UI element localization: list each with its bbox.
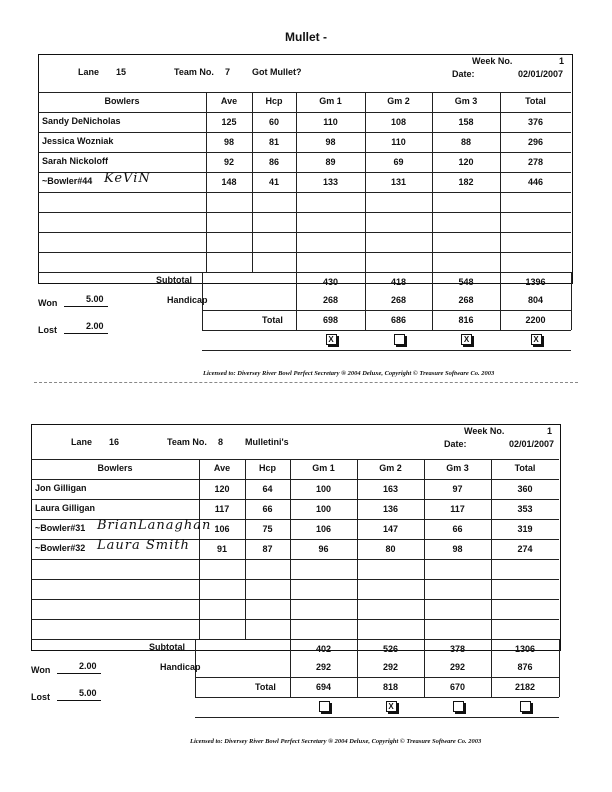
row-line [38, 152, 571, 153]
column-header-gm2: Gm 2 [379, 463, 402, 473]
bowler-name: Jessica Wozniak [42, 136, 114, 146]
score-hcp: 87 [262, 544, 273, 554]
lane-label: Lane [71, 437, 93, 447]
score-total: 319 [517, 524, 533, 534]
column-header-gm1: Gm 1 [319, 96, 342, 106]
team-label: Team No. [174, 67, 214, 77]
handwritten-name: KeViN [104, 171, 151, 186]
score-gm3: 182 [458, 177, 474, 187]
team-name: Got Mullet? [252, 67, 302, 77]
score-total: 360 [517, 484, 533, 494]
column-header-gm3: Gm 3 [454, 96, 478, 106]
column-header-bowlers: Bowlers [104, 96, 140, 106]
total-gm3: 816 [458, 315, 474, 325]
score-total: 278 [527, 157, 544, 167]
score-gm2: 108 [390, 117, 407, 127]
lane-number: 16 [109, 437, 120, 447]
week-number: 1 [559, 56, 565, 66]
score-hcp: 75 [262, 524, 273, 534]
column-header-bowlers: Bowlers [97, 463, 133, 473]
score-gm3: 88 [460, 137, 471, 147]
score-gm1: 100 [315, 484, 332, 494]
week-number: 1 [547, 426, 553, 436]
total-gm2: 818 [382, 682, 399, 692]
handicap-gm3: 268 [458, 295, 474, 305]
lane-label: Lane [78, 67, 100, 77]
column-header-gm3: Gm 3 [446, 463, 469, 473]
handicap-gm2: 292 [382, 662, 399, 672]
game-win-checkbox[interactable]: X [531, 334, 542, 345]
team-label: Team No. [167, 437, 207, 447]
team-number: 8 [218, 437, 224, 447]
score-ave: 106 [214, 524, 230, 534]
date-value: 02/01/2007 [509, 439, 555, 449]
score-gm2: 80 [385, 544, 396, 554]
bowler-name: Sandy DeNicholas [42, 116, 121, 126]
row-line [38, 192, 571, 193]
score-gm2: 147 [382, 524, 399, 534]
team-name: Mulletini's [245, 437, 289, 447]
bowler-name: Sarah Nickoloff [42, 156, 109, 166]
score-gm3: 117 [450, 504, 465, 514]
summary-line [195, 697, 559, 698]
subtotal-gm1: 402 [315, 644, 332, 654]
score-gm3: 66 [452, 524, 463, 534]
page-title: Mullet - [285, 30, 327, 44]
score-ave: 117 [214, 504, 230, 514]
lane-number: 15 [116, 67, 127, 77]
subtotal-gm2: 418 [390, 277, 407, 287]
column-header-ave: Ave [213, 463, 231, 473]
lost-value: 2.00 [86, 321, 104, 331]
handwritten-name: Laura Smith [97, 538, 190, 553]
score-gm2: 163 [382, 484, 399, 494]
subtotal-label: Subtotal [149, 642, 185, 652]
handicap-gm1: 268 [322, 295, 339, 305]
bowler-name: Laura Gilligan [35, 503, 96, 513]
score-hcp: 60 [268, 117, 279, 127]
summary-line [202, 310, 571, 311]
lost-value: 5.00 [79, 688, 97, 698]
score-total: 296 [527, 137, 544, 147]
divider [34, 382, 578, 383]
score-ave: 91 [216, 544, 227, 554]
summary-line [559, 639, 560, 697]
week-label: Week No. [464, 426, 505, 436]
total-gm1: 698 [322, 315, 339, 325]
total-label: Total [262, 315, 283, 325]
handicap-total: 876 [517, 662, 533, 672]
score-gm3: 98 [452, 544, 463, 554]
score-gm3: 97 [452, 484, 463, 494]
won-label: Won [31, 665, 51, 675]
score-gm2: 136 [382, 504, 399, 514]
date-label: Date: [452, 69, 475, 79]
total-gm3: 670 [449, 682, 466, 692]
license-footer: Licensed to: Diversey River Bowl Perfect Secretary ® 2004 Deluxe, Copyright © Treasure Software Co. 2003 [203, 370, 495, 377]
lost-underline [64, 333, 108, 334]
subtotal-total: 1306 [514, 644, 536, 654]
lost-label: Lost [38, 325, 57, 335]
row-line [31, 579, 559, 580]
column-header-total: Total [514, 463, 536, 473]
won-label: Won [38, 298, 58, 308]
column-header-hcp: Hcp [258, 463, 276, 473]
score-gm1: 96 [318, 544, 329, 554]
score-gm1: 110 [323, 117, 338, 127]
won-value: 5.00 [86, 294, 104, 304]
score-ave: 92 [223, 157, 234, 167]
summary-line [202, 350, 571, 351]
score-gm1: 89 [325, 157, 336, 167]
game-win-checkbox[interactable] [520, 701, 531, 712]
score-gm1: 98 [325, 137, 336, 147]
game-win-checkbox[interactable]: X [386, 701, 397, 712]
score-total: 446 [527, 177, 544, 187]
date-label: Date: [444, 439, 467, 449]
score-ave: 98 [223, 137, 234, 147]
summary-line [202, 330, 571, 331]
row-line [38, 112, 571, 113]
score-ave: 125 [221, 117, 237, 127]
subtotal-gm3: 378 [449, 644, 466, 654]
score-gm3: 120 [458, 157, 474, 167]
score-hcp: 81 [268, 137, 279, 147]
total-gm2: 686 [390, 315, 407, 325]
score-hcp: 64 [262, 484, 273, 494]
team-number: 7 [225, 67, 231, 77]
handicap-gm3: 292 [449, 662, 466, 672]
subtotal-gm2: 526 [382, 644, 399, 654]
score-gm2: 131 [390, 177, 407, 187]
game-win-checkbox[interactable] [319, 701, 330, 712]
summary-line [195, 677, 559, 678]
handicap-label: Handicap [160, 662, 201, 672]
bowler-name: Jon Gilligan [35, 483, 87, 493]
score-sheet-1 [38, 54, 573, 284]
handwritten-name: BrianLanaghan [97, 518, 212, 533]
total-gm1: 694 [315, 682, 332, 692]
total-total: 2200 [525, 315, 546, 325]
row-line [31, 599, 559, 600]
won-underline [57, 673, 101, 674]
column-header-total: Total [525, 96, 546, 106]
subtotal-label: Subtotal [156, 275, 192, 285]
summary-line [195, 639, 559, 640]
lost-underline [57, 700, 101, 701]
score-gm2: 69 [393, 157, 404, 167]
date-value: 02/01/2007 [518, 69, 564, 79]
subtotal-gm1: 430 [322, 277, 339, 287]
header-divider [38, 92, 571, 93]
column-header-gm2: Gm 2 [387, 96, 410, 106]
handicap-gm2: 268 [390, 295, 407, 305]
row-line [31, 559, 559, 560]
score-total: 274 [517, 544, 533, 554]
summary-line [195, 717, 559, 718]
week-label: Week No. [472, 56, 513, 66]
game-win-checkbox[interactable] [394, 334, 405, 345]
score-gm3: 158 [458, 117, 474, 127]
score-total: 376 [527, 117, 544, 127]
handicap-total: 804 [527, 295, 544, 305]
won-underline [64, 306, 108, 307]
row-line [38, 212, 571, 213]
license-footer: Licensed to: Diversey River Bowl Perfect Secretary ® 2004 Deluxe, Copyright © Treasure Software Co. 2003 [190, 738, 482, 745]
game-win-checkbox[interactable]: X [461, 334, 472, 345]
row-line [31, 499, 559, 500]
game-win-checkbox[interactable]: X [326, 334, 337, 345]
row-line [38, 232, 571, 233]
bowler-name: ~Bowler#32 [35, 543, 86, 553]
won-value: 2.00 [79, 661, 97, 671]
total-total: 2182 [514, 682, 536, 692]
total-label: Total [255, 682, 276, 692]
score-gm1: 133 [322, 177, 339, 187]
row-line [38, 132, 571, 133]
score-hcp: 66 [262, 504, 273, 514]
game-win-checkbox[interactable] [453, 701, 464, 712]
score-total: 353 [517, 504, 533, 514]
score-gm1: 106 [315, 524, 332, 534]
row-line [38, 252, 571, 253]
handicap-gm1: 292 [315, 662, 332, 672]
score-hcp: 41 [268, 177, 279, 187]
score-gm1: 100 [315, 504, 332, 514]
bowler-name: ~Bowler#31 [35, 523, 86, 533]
summary-line [202, 272, 571, 273]
summary-line [571, 272, 572, 330]
column-header-gm1: Gm 1 [312, 463, 335, 473]
header-divider [31, 459, 559, 460]
score-ave: 120 [214, 484, 230, 494]
column-header-hcp: Hcp [265, 96, 283, 106]
subtotal-total: 1396 [525, 277, 546, 287]
score-ave: 148 [221, 177, 237, 187]
score-hcp: 86 [268, 157, 279, 167]
handicap-label: Handicap [167, 295, 208, 305]
row-line [31, 479, 559, 480]
row-line [31, 619, 559, 620]
column-header-ave: Ave [220, 96, 238, 106]
score-gm2: 110 [391, 137, 406, 147]
subtotal-gm3: 548 [458, 277, 474, 287]
bowler-name: ~Bowler#44 [42, 176, 93, 186]
lost-label: Lost [31, 692, 50, 702]
